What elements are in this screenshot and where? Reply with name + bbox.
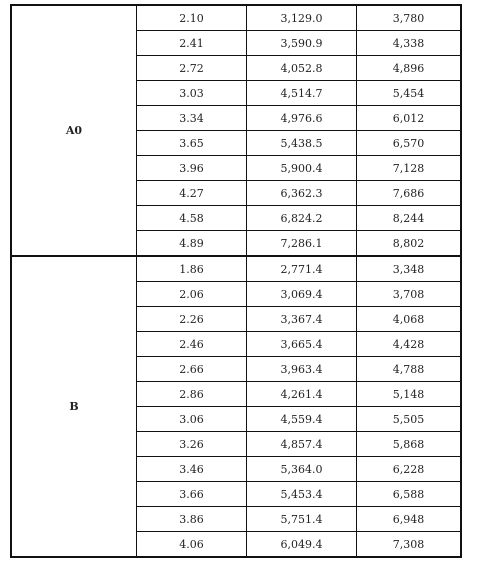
table-cell-col2: 3.96 bbox=[137, 156, 247, 181]
table-cell-col4: 5,148 bbox=[357, 382, 462, 407]
table-cell-col4: 5,868 bbox=[357, 432, 462, 457]
table-cell-col3: 3,367.4 bbox=[247, 307, 357, 332]
table-cell-col3: 6,824.2 bbox=[247, 206, 357, 231]
table-cell-col2: 3.86 bbox=[137, 507, 247, 532]
table-row bbox=[12, 257, 462, 282]
table-cell-col2: 1.86 bbox=[137, 257, 247, 282]
table-cell-col3: 3,963.4 bbox=[247, 357, 357, 382]
table-cell-col4: 5,505 bbox=[357, 407, 462, 432]
table-cell-col2: 2.26 bbox=[137, 307, 247, 332]
table-cell-col2: 3.03 bbox=[137, 81, 247, 106]
table-cell-col4: 4,428 bbox=[357, 332, 462, 357]
table-cell-col4: 4,896 bbox=[357, 56, 462, 81]
table-cell-col3: 7,286.1 bbox=[247, 231, 357, 257]
table-cell-col3: 4,052.8 bbox=[247, 56, 357, 81]
table-cell-col4: 6,588 bbox=[357, 482, 462, 507]
table-cell-col3: 3,129.0 bbox=[247, 6, 357, 31]
table-cell-col4: 3,348 bbox=[357, 257, 462, 282]
table-cell-col2: 2.41 bbox=[137, 31, 247, 56]
table-cell-col2: 3.34 bbox=[137, 106, 247, 131]
table-cell-col3: 5,751.4 bbox=[247, 507, 357, 532]
table-cell-col4: 4,788 bbox=[357, 357, 462, 382]
table-cell-col4: 6,948 bbox=[357, 507, 462, 532]
group-1-section bbox=[12, 257, 462, 558]
table-cell-col2: 3.26 bbox=[137, 432, 247, 457]
table-cell-col2: 4.27 bbox=[137, 181, 247, 206]
table-cell-col2: 3.06 bbox=[137, 407, 247, 432]
table-cell-col4: 3,708 bbox=[357, 282, 462, 307]
table-cell-col3: 5,364.0 bbox=[247, 457, 357, 482]
table-cell-col3: 4,261.4 bbox=[247, 382, 357, 407]
table-cell-col3: 4,514.7 bbox=[247, 81, 357, 106]
group-0-section bbox=[12, 6, 462, 257]
group-label: B bbox=[12, 257, 137, 558]
table-cell-col3: 2,771.4 bbox=[247, 257, 357, 282]
group-label: A0 bbox=[12, 6, 137, 257]
table-cell-col4: 3,780 bbox=[357, 6, 462, 31]
table-cell-col2: 4.58 bbox=[137, 206, 247, 231]
table-cell-col2: 2.72 bbox=[137, 56, 247, 81]
table-cell-col3: 5,900.4 bbox=[247, 156, 357, 181]
table-cell-col3: 4,559.4 bbox=[247, 407, 357, 432]
spec-table bbox=[10, 4, 462, 558]
table-cell-col3: 3,069.4 bbox=[247, 282, 357, 307]
table-cell-col3: 4,857.4 bbox=[247, 432, 357, 457]
table-cell-col2: 3.65 bbox=[137, 131, 247, 156]
table-cell-col2: 2.86 bbox=[137, 382, 247, 407]
table-cell-col3: 6,049.4 bbox=[247, 532, 357, 558]
table-cell-col2: 3.66 bbox=[137, 482, 247, 507]
table-cell-col4: 4,068 bbox=[357, 307, 462, 332]
table-cell-col4: 7,686 bbox=[357, 181, 462, 206]
table-cell-col2: 4.89 bbox=[137, 231, 247, 257]
table-cell-col4: 6,228 bbox=[357, 457, 462, 482]
table-cell-col2: 4.06 bbox=[137, 532, 247, 558]
table-row bbox=[12, 6, 462, 31]
table-cell-col4: 6,570 bbox=[357, 131, 462, 156]
table-cell-col2: 3.46 bbox=[137, 457, 247, 482]
table-cell-col3: 4,976.6 bbox=[247, 106, 357, 131]
table-cell-col4: 8,244 bbox=[357, 206, 462, 231]
table-cell-col2: 2.46 bbox=[137, 332, 247, 357]
table-cell-col3: 5,438.5 bbox=[247, 131, 357, 156]
table-cell-col4: 7,128 bbox=[357, 156, 462, 181]
table-cell-col3: 3,590.9 bbox=[247, 31, 357, 56]
table-cell-col4: 7,308 bbox=[357, 532, 462, 558]
table-cell-col4: 8,802 bbox=[357, 231, 462, 257]
table-cell-col2: 2.66 bbox=[137, 357, 247, 382]
table-cell-col4: 4,338 bbox=[357, 31, 462, 56]
table-cell-col3: 5,453.4 bbox=[247, 482, 357, 507]
table-cell-col3: 6,362.3 bbox=[247, 181, 357, 206]
table-cell-col4: 5,454 bbox=[357, 81, 462, 106]
table-cell-col3: 3,665.4 bbox=[247, 332, 357, 357]
table-cell-col4: 6,012 bbox=[357, 106, 462, 131]
table-cell-col2: 2.06 bbox=[137, 282, 247, 307]
table-cell-col2: 2.10 bbox=[137, 6, 247, 31]
